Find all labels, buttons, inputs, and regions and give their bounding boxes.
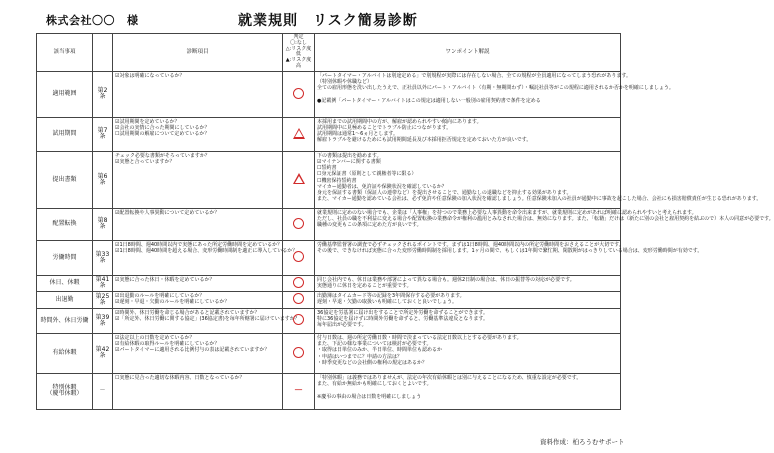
honorific: 様 [127,14,139,27]
check-item: ☑時間外、休日労働を命じる場合があると記載されていますか？ [115,309,260,316]
row-article: 第33条 [93,240,113,275]
note-line: 就業規則に定めのない場合でも、企業は「人事権」を持つので業務上必要な人事異動を命令出来ますが、就業規則に定めがあれば明確に認められやすいと考えられます。 [317,209,697,216]
row-notes [315,373,621,409]
note-line: 「パートタイマー・アルバイトは別途定める」で別規程が実際には存在しない場合、全ての規程が全員適用になってしまう恐れがあります。 [317,72,631,79]
row-article: 第8条 [93,208,113,240]
note-line: 実態通りに休日を定めることが重要です。 [317,282,412,289]
note-line: 全ての雇用形態を洗い出したうえで、正社員以外にパート・アルバイト（有期・無期問わず）・嘱託社員等がこの規程に適用されるか否かを明確にしましょう。 [317,85,674,92]
note-line: また、下記の様な事業については検討が必要です。 [317,341,432,348]
row-judge [283,117,315,151]
risk-none-circle-icon [293,251,304,262]
row-item: 出退勤 [37,291,93,308]
header-check: 診断項目 [113,34,283,72]
check-item: ☑実態に合った休日・休暇を定めているか？ [115,276,215,283]
row-notes [315,291,621,308]
row-checks [113,117,283,151]
row-checks [113,208,283,240]
note-line: ●記載例「パートタイマー・アルバイトはこの規定は適用しない一般別の雇用契約書で条件を定める [317,97,541,104]
check-item: ☑配置転換や人事異動について定めているか？ [115,209,220,216]
table-row [37,71,621,117]
note-line: 36協定を労基署に届け出をすることで所定外労働を命ずることができます。 [317,309,488,316]
check-item: ☐試用期間の解雇について定めているか？ [115,131,210,138]
row-notes [315,275,621,291]
row-article: 第7条 [93,117,113,151]
note-line: 試用期間中に見極めることでトラブル防止につながります。 [317,124,452,131]
header-note: ワンポイント解説 [315,34,621,72]
note-line: また、マイカー通勤を認めている会社は、必ず免許や任意保険の加入状況を確認しましょう。任意保険未加入の社員が通勤中に事故を起こした場合、会社にも損害賠償責任が生じる恐れがあります。 [317,196,762,203]
row-item: 配置転換 [37,208,93,240]
table-body [37,71,774,409]
page-title: 就業規則 リスク簡易診断 [238,13,418,29]
row-checks [113,333,283,373]
row-item: 提出書類 [37,151,93,208]
table-row [37,308,621,333]
row-article: 第6条 [93,151,113,208]
risk-table [36,33,774,410]
row-item: 時間外、休日労働 [37,308,93,333]
judge-label: 判定 [293,34,304,40]
row-checks [113,373,283,409]
row-judge [283,240,315,275]
row-article: 第41条 [93,275,113,291]
note-line: ・申請はいつまでに？申請の方法は？ [317,353,403,360]
row-article: 第25条 [93,291,113,308]
check-item: ☑出退勤のルールを明確にしているか？ [115,292,205,299]
row-notes [315,208,774,240]
risk-none-circle-icon [293,218,304,229]
row-judge [283,333,315,373]
note-line: ※慶弔の事由の場合は日数を明確にしましょう [317,393,422,400]
table-header-row [37,34,621,72]
risk-low-triangle-icon [293,128,305,139]
table-row [37,333,621,373]
row-article: － [93,373,113,409]
row-notes [315,151,762,208]
company-name [46,12,139,28]
row-notes [315,117,621,151]
header-judge [283,34,315,72]
not-applicable-dash-icon: － [293,385,303,396]
check-item: ☑1日8時間、週40時間以内で実態にあった所定労働時間を定めているか？ [115,241,283,248]
check-item: チェック必要な書類がそろっていますか？ [115,152,210,159]
note-line: また、有給か無給かも明確にしておくとよいです。 [317,381,432,388]
table-row [37,291,621,308]
note-line: 遅刻・早退・欠勤の取扱いも明確にしておくと良いでしょう。 [317,299,458,306]
check-item: ☑1日8時間、週40時間を超える場合、変形労働時間制を適正に導入しているか？ [115,247,298,254]
row-item: 適用範囲 [37,71,93,117]
risk-none-circle-icon [293,347,304,358]
header-item: 該当事項 [37,34,93,72]
judge-legend-high: ▲:リスク度高 [285,57,312,69]
note-line: その後で、できなければ実態に合った変形労働時間制を採用します。1ヶ月の間で、もしくは1年間で繁忙期、閑散期がはっきりしている場合は、変形労働時間が有効です。 [317,247,703,254]
check-item: ☑「所定外、休日労働に関する協定」(36協定書)を毎年所轄署に届けていますか？ [115,316,300,323]
risk-none-circle-icon [293,293,304,304]
note-line: マイカー通勤者は、免許証や保険状況を確認しているか？ [317,183,447,190]
note-line: ☑マイナンバーに関する書類 [317,158,381,165]
note-line: 試用期間は通常1〜6ヵ月とします。 [317,131,398,138]
note-line: 身元を保証する書類（保証人の連帯など）を提出させることで、通勤なしの退職などを抑止する効果があります。 [317,190,572,196]
row-judge [283,208,315,240]
row-notes [315,308,621,333]
note-line: （特別休暇や休職など） [317,78,373,85]
table-row [37,208,621,240]
table-row [37,117,621,151]
table-row [37,240,621,275]
judge-legend-low: △:リスク度低 [285,45,312,58]
row-checks [113,308,300,333]
judge-legend-none: 〇:なし [290,39,307,46]
row-item: 有給休暇 [37,333,93,373]
risk-none-circle-icon [293,88,304,99]
check-item: ☑会社の実情に合った期間にしているか？ [115,124,210,131]
row-article: 第39条 [93,308,113,333]
company-label: 株式会社〇〇 [46,14,115,27]
risk-none-circle-icon [293,314,304,325]
note-line: ☐身元保証書（原則として親権者等に限る） [317,171,417,178]
row-article: 第42条 [93,333,113,373]
check-item: ☐実態に見合った適切な休暇内容、日数となっているか？ [115,374,245,381]
table-row [37,151,621,208]
row-item: 休日、休暇 [37,275,93,291]
row-checks [113,275,283,291]
row-judge [283,291,315,308]
note-line: 特に36協定を届けずに時間外労働を命ずると、労働基準法違反となります。 [317,316,488,323]
note-line: 出勤簿はタイムカード等の記録を3年間保存する必要があります。 [317,292,465,299]
note-line: ・取得は日単位のみか、半日単位、時間単位も認めるか [317,347,443,354]
note-line: 下の書類は提出を勧めます。 [317,152,382,159]
note-line: 本採用までの試用期間中の方が、解雇が認められやすい傾向にあります。 [317,118,482,125]
check-item: ☑法定以上の日数を定めているか？ [115,334,195,341]
row-notes [315,333,621,373]
row-judge [283,71,315,117]
note-line: ・時季変更などの会社側の権利の規定はあるか？ [317,359,428,366]
row-judge [283,275,315,291]
row-article: 第2条 [93,71,113,117]
note-line: 毎年届出が必要です。 [317,322,367,329]
row-checks [113,291,283,308]
row-judge [283,151,315,208]
note-line: 労働基準監督署の調査で必ずチェックされるポイントです。まずは1日8時間、週40時間以内の所定労働時間をおさえることが大切です。 [317,241,624,248]
check-item: ☑パートタイマーに適用される比例付与の表は記載されていますか？ [115,347,270,354]
check-item: ☑実態と合っていますか？ [115,158,175,165]
row-checks [113,71,283,117]
row-judge [283,373,315,409]
footer-credit: 資料作成：柏ろうむサポート [540,438,625,446]
row-checks [113,240,298,275]
header-article [93,34,113,72]
row-notes [315,71,674,117]
check-item: ☑有給休暇の取得ルールを明確にしているか？ [115,341,220,348]
row-item: 特別休暇 （慶弔休暇） [37,373,93,409]
risk-low-triangle-icon [293,173,305,184]
row-item: 労働時間 [37,240,93,275]
row-checks [113,151,283,208]
row-notes [315,240,703,275]
note-line: 「特別休暇」は義務ではありませんが、法定の年次有給休暇とは別に与えることになるため、慎重な設定が必要です。 [317,374,582,381]
row-item: 試用期間 [37,117,93,151]
note-line: ただし、社員の職を不利益に変える場合や配置転換の業務命令が権利の濫用とみなされた場合は、無効になります。また、「転籍」だけは（新たに別の会社と雇用契約を結ぶので）本人の同意が必要です。 [317,215,774,222]
note-line: 職種の変更もこの条項に定めた方が良いです。 [317,222,422,229]
check-item: ☑試用期間を定めているか？ [115,118,180,125]
table-row [37,275,621,291]
note-line: 付与日数は、週の所定労働日数・時間で決まっている法定日数以上とする必要があります。 [317,334,522,341]
note-line: 同じ会社内でも、休日は業務や部署によって異なる場合も。週休2日制の場合は、休日の振替等の対応が必要です。 [317,276,575,283]
note-line: 解雇トラブルを避けるためにも試用期間延長及び本採用拒否規定を定めておいた方が良いです。 [317,137,532,144]
note-line: ☐機密保持誓約書 [317,177,357,184]
check-item: ☑遅刻・早退・欠勤のルールを明確にしているか？ [115,299,230,306]
note-line: ☐誓約書 [317,165,337,172]
risk-none-circle-icon [293,277,304,288]
check-item: ☑対象は明確になっているか？ [115,72,185,79]
table-row [37,373,621,409]
